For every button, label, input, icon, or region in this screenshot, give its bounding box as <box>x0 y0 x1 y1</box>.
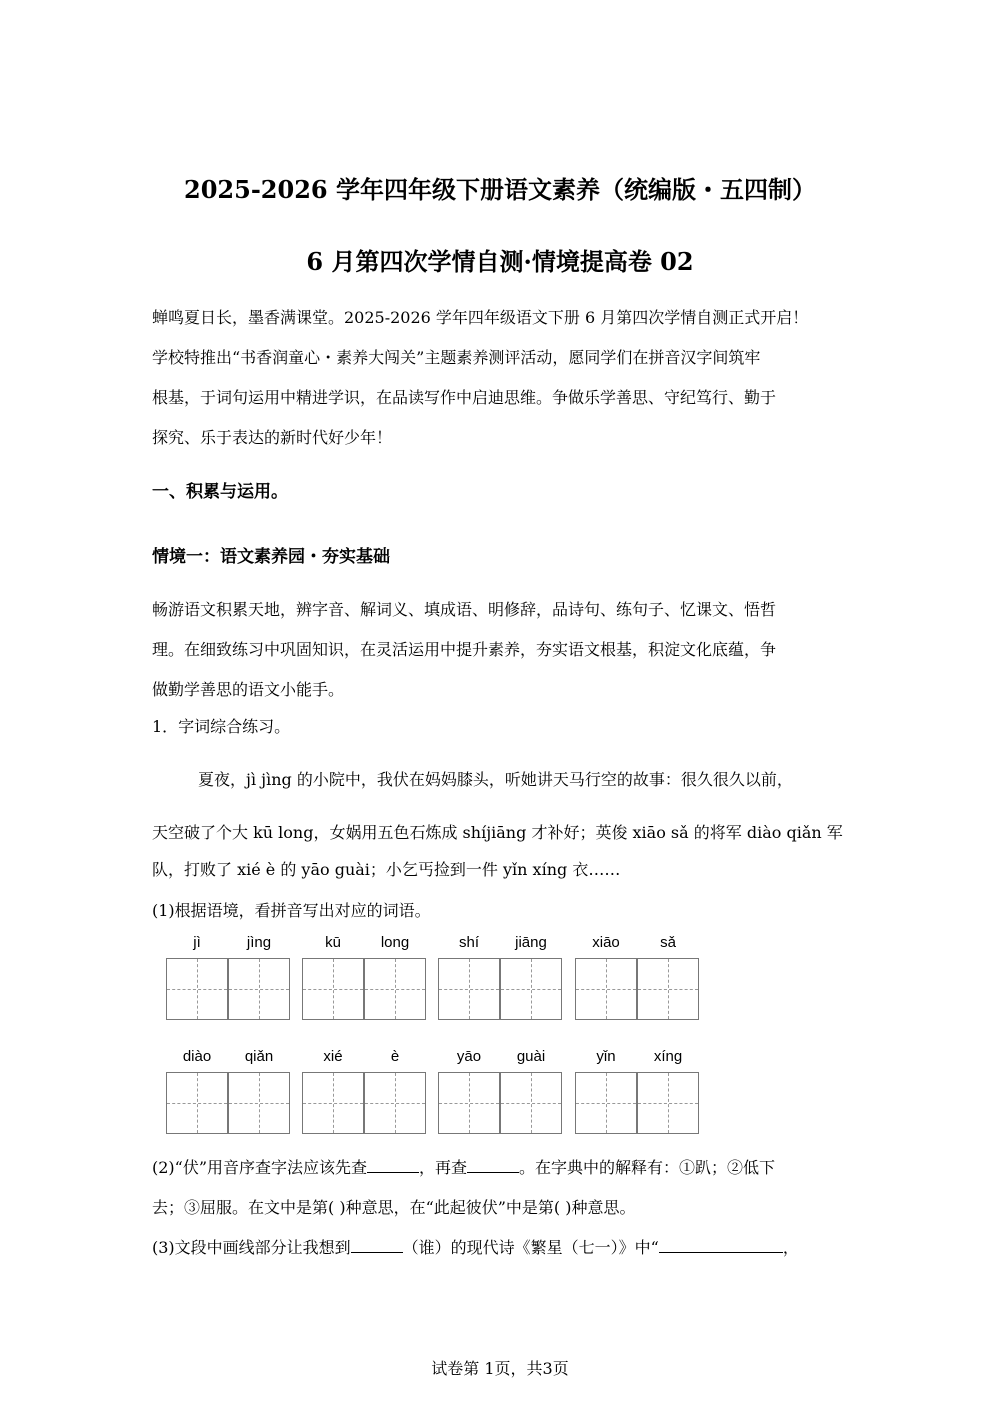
question-1-2-line-1 <box>152 1155 775 1178</box>
pinyin-label: shí <box>458 934 479 951</box>
situation-desc-line-2: 理。在细致练习中巩固知识，在灵活运用中提升素养，夯实语文根基，积淀文化底蕴，争 <box>152 640 777 659</box>
intro-line-1: 蝉鸣夏日长，墨香满课堂。2025-2026 学年四年级语文下册 6 月第四次学情自测正式开启！ <box>152 308 809 327</box>
pinyin-label: è <box>390 1048 400 1065</box>
pinyin-label: diào <box>182 1048 212 1065</box>
intro-line-3: 根基，于词句运用中精进学识，在品读写作中启迪思维。争做乐学善思、守纪笃行、勤于 <box>152 388 777 407</box>
pinyin-label: jìng <box>246 934 272 951</box>
q1-2-text-b: ，再查 <box>419 1158 468 1177</box>
pinyin-label: jiāng <box>515 934 547 951</box>
pinyin-label: xíng <box>653 1048 683 1065</box>
writing-box[interactable] <box>302 1072 364 1134</box>
writing-box[interactable] <box>166 1072 228 1134</box>
passage-line-1: 夏夜，jì jìng 的小院中，我伏在妈妈膝头，听她讲天马行空的故事：很久很久以前， <box>198 770 793 789</box>
writing-box[interactable] <box>228 1072 290 1134</box>
writing-box[interactable] <box>575 1072 637 1134</box>
pinyin-label: qiǎn <box>244 1048 274 1065</box>
writing-box[interactable] <box>302 958 364 1020</box>
writing-box[interactable] <box>228 958 290 1020</box>
writing-box[interactable] <box>637 958 699 1020</box>
pinyin-label: jì <box>193 934 201 951</box>
question-1-label: 1．字词综合练习。 <box>152 717 291 736</box>
question-1-3 <box>152 1235 799 1258</box>
passage-line-2: 天空破了个大 kū long，女娲用五色石炼成 shíjiāng 才补好；英俊 xiāo sǎ 的将军 diào qiǎn 军 <box>152 823 843 842</box>
pinyin-label: guài <box>516 1048 546 1065</box>
writing-box[interactable] <box>438 1072 500 1134</box>
pinyin-label: kū <box>325 934 341 951</box>
title-line-2: 6 月第四次学情自测·情境提高卷 02 <box>306 247 694 276</box>
writing-box[interactable] <box>500 958 562 1020</box>
intro-line-4: 探究、乐于表达的新时代好少年！ <box>152 428 393 447</box>
writing-box[interactable] <box>637 1072 699 1134</box>
writing-box[interactable] <box>500 1072 562 1134</box>
situation-desc-line-3: 做勤学善思的语文小能手。 <box>152 680 345 699</box>
writing-box[interactable] <box>364 958 426 1020</box>
q1-2-text-c: 。在字典中的解释有：①趴；②低下 <box>519 1158 776 1177</box>
situation-heading: 情境一：语文素养园・夯实基础 <box>152 547 390 567</box>
pinyin-label: yǐn <box>596 1048 616 1065</box>
question-1-2-line-2: 去；③屈服。在文中是第( )种意思，在“此起彼伏”中是第( )种意思。 <box>152 1198 636 1217</box>
q1-3-text-c: ， <box>782 1238 799 1257</box>
answer-blank[interactable] <box>659 1236 783 1253</box>
pinyin-label: yāo <box>456 1048 482 1065</box>
writing-box[interactable] <box>438 958 500 1020</box>
pinyin-label: sǎ <box>660 934 676 951</box>
pinyin-label: xié <box>323 1048 343 1065</box>
title-line-1: 2025-2026 学年四年级下册语文素养（统编版・五四制） <box>184 175 816 204</box>
answer-blank[interactable] <box>467 1156 519 1173</box>
writing-box[interactable] <box>575 958 637 1020</box>
passage-line-3: 队，打败了 xié è 的 yāo guài；小乞丐捡到一件 yǐn xíng 衣…… <box>152 860 621 879</box>
pinyin-label: xiāo <box>592 934 620 951</box>
writing-box[interactable] <box>364 1072 426 1134</box>
page-footer: 试卷第 1页，共3页 <box>431 1359 569 1378</box>
q1-3-text-a: (3)文段中画线部分让我想到 <box>152 1238 351 1257</box>
question-1-1: (1)根据语境，看拼音写出对应的词语。 <box>152 901 431 920</box>
situation-desc-line-1: 畅游语文积累天地，辨字音、解词义、填成语、明修辞，品诗句、练句子、忆课文、悟哲 <box>152 600 777 619</box>
pinyin-label: long <box>380 934 410 951</box>
answer-blank[interactable] <box>351 1236 403 1253</box>
q1-2-text-a: (2)“伏”用音序查字法应该先查 <box>152 1158 368 1177</box>
intro-line-2: 学校特推出“书香润童心・素养大闯关”主题素养测评活动，愿同学们在拼音汉字间筑牢 <box>152 348 761 367</box>
writing-box[interactable] <box>166 958 228 1020</box>
section-heading: 一、积累与运用。 <box>152 482 288 502</box>
answer-blank[interactable] <box>367 1156 419 1173</box>
q1-3-text-b: （谁）的现代诗《繁星（七一）》中“ <box>402 1238 659 1257</box>
